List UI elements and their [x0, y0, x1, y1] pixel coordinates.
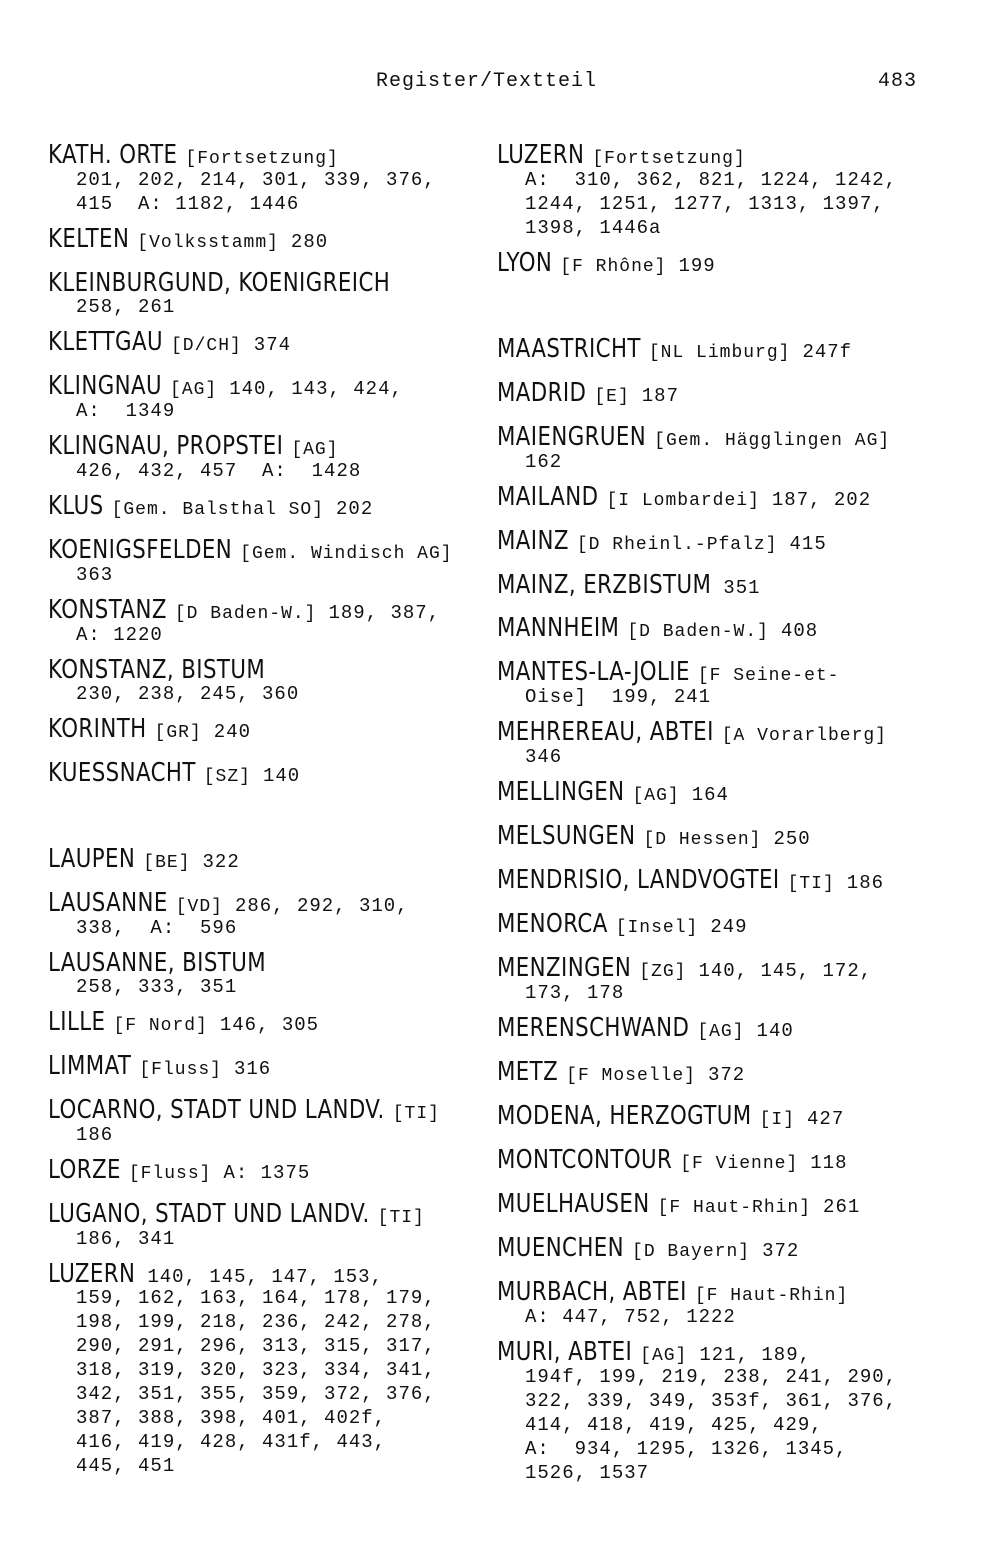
- entry-qualifier: [Gem. Hägglingen AG]: [654, 431, 891, 451]
- entry-continuation: A: 1220: [76, 624, 163, 646]
- index-entry: [48, 593, 488, 647]
- entry-heading: KLEINBURGUND, KOENIGREICH: [48, 268, 391, 298]
- entry-qualifier: [NL Limburg]: [648, 343, 791, 363]
- entry-heading: KLUS: [48, 491, 104, 521]
- entry-references: 280: [290, 231, 329, 253]
- entry-qualifier: [F Nord]: [113, 1016, 208, 1036]
- entry-qualifier: [F Rhône]: [560, 257, 667, 277]
- entry-continuation: 173, 178: [525, 982, 625, 1004]
- entry-qualifier: [TI]: [377, 1208, 425, 1228]
- entry-heading: KELTEN: [48, 224, 130, 254]
- entry-qualifier: [AG]: [640, 1346, 688, 1366]
- entry-heading: LAUPEN: [48, 844, 136, 874]
- index-entry: [497, 332, 957, 370]
- entry-heading: KOENIGSFELDEN: [48, 535, 233, 565]
- index-entry: [497, 1011, 957, 1049]
- running-header: Register/Textteil: [376, 70, 598, 93]
- entry-continuation: 338, A: 596: [76, 917, 238, 939]
- index-entry: [48, 222, 488, 260]
- entry-references: 240: [213, 721, 252, 743]
- entry-qualifier: [TI]: [392, 1104, 440, 1124]
- index-entry: [48, 1049, 488, 1087]
- entry-references: 187: [641, 385, 679, 407]
- entry-heading: MENDRISIO, LANDVOGTEI: [497, 865, 780, 895]
- index-entry: [497, 1187, 957, 1225]
- entry-qualifier: [E]: [594, 387, 630, 407]
- entry-qualifier: [D/CH]: [170, 336, 242, 356]
- entry-heading: KONSTANZ, BISTUM: [48, 655, 266, 685]
- entry-qualifier: [F Moselle]: [566, 1066, 696, 1086]
- index-entry: [48, 712, 488, 750]
- entry-qualifier: [BE]: [143, 853, 191, 873]
- entry-continuation: 363: [76, 564, 114, 586]
- entry-continuation: 186: [76, 1124, 114, 1146]
- entry-heading: MUENCHEN: [497, 1233, 625, 1263]
- entry-heading: MURBACH, ABTEI: [497, 1277, 687, 1307]
- index-entry: [497, 775, 957, 813]
- index-entry: [48, 653, 488, 706]
- entry-references: 140, 145, 172,: [698, 960, 873, 982]
- entry-continuation: 387, 388, 398, 401, 402f,: [76, 1407, 387, 1429]
- entry-continuation: A: 934, 1295, 1326, 1345,: [525, 1438, 848, 1460]
- index-entry: [48, 138, 488, 216]
- entry-qualifier: [Volksstamm]: [137, 233, 279, 253]
- entry-references: 189, 387,: [328, 602, 441, 624]
- entry-references: 121, 189,: [699, 1344, 811, 1366]
- index-entry: [497, 1143, 957, 1181]
- entry-references: 286, 292, 310,: [234, 895, 409, 917]
- entry-heading: METZ: [497, 1057, 559, 1087]
- index-entry: [497, 568, 957, 605]
- entry-heading: LIMMAT: [48, 1051, 132, 1081]
- entry-references: 140: [756, 1020, 794, 1042]
- entry-qualifier: [I Lombardei]: [606, 491, 760, 511]
- entry-qualifier: [ZG]: [639, 962, 687, 982]
- entry-heading: LILLE: [48, 1007, 106, 1037]
- index-entry: [497, 138, 957, 240]
- entry-references: 118: [810, 1152, 848, 1174]
- entry-qualifier: [F Vienne]: [680, 1154, 799, 1174]
- index-entry: [48, 946, 488, 999]
- entry-continuation: 258, 261: [76, 296, 176, 318]
- entry-heading: MONTCONTOUR: [497, 1145, 673, 1175]
- entry-references: 146, 305: [219, 1014, 320, 1036]
- entry-qualifier: [TI]: [787, 874, 835, 894]
- entry-continuation: 159, 162, 163, 164, 178, 179,: [76, 1287, 436, 1309]
- index-entry: [48, 1005, 488, 1043]
- entry-references: 372: [762, 1240, 800, 1262]
- letter-gap: [497, 290, 957, 332]
- entry-continuation: 415 A: 1182, 1446: [76, 193, 300, 215]
- index-entry: [48, 429, 488, 483]
- index-entry: [497, 611, 957, 649]
- entry-heading: LUZERN: [48, 1259, 136, 1289]
- index-entry: [48, 1093, 488, 1147]
- entry-heading: KLINGNAU, PROPSTEI: [48, 431, 284, 461]
- index-entry: [497, 819, 957, 857]
- entry-qualifier: [F Haut-Rhin]: [657, 1198, 812, 1218]
- entry-qualifier: [D Baden-W.]: [174, 604, 317, 624]
- index-entry: [48, 1153, 488, 1191]
- entry-qualifier: [Gem. Windisch AG]: [240, 544, 453, 564]
- index-entry: [497, 480, 957, 518]
- page-number: 483: [878, 70, 918, 93]
- right-column: [497, 138, 957, 1491]
- entry-heading: KATH. ORTE: [48, 140, 178, 170]
- entry-qualifier: [Gem. Balsthal SO]: [111, 500, 325, 520]
- entry-continuation: 1244, 1251, 1277, 1313, 1397,: [525, 193, 885, 215]
- entry-continuation: 1398, 1446a: [525, 217, 662, 239]
- index-entry: [497, 907, 957, 945]
- index-entry: [497, 524, 957, 562]
- entry-references: 374: [253, 334, 292, 356]
- entry-heading: MUELHAUSEN: [497, 1189, 650, 1219]
- entry-continuation: 194f, 199, 219, 238, 241, 290,: [525, 1366, 898, 1388]
- entry-heading: LAUSANNE: [48, 888, 168, 918]
- entry-references: 247f: [802, 341, 853, 363]
- entry-qualifier: [VD]: [175, 897, 223, 917]
- entry-heading: MENZINGEN: [497, 953, 632, 983]
- index-entry: [497, 863, 957, 901]
- index-entry: [48, 1197, 488, 1251]
- entry-heading: MADRID: [497, 378, 587, 408]
- entry-heading: KONSTANZ: [48, 595, 167, 625]
- entry-continuation: A: 310, 362, 821, 1224, 1242,: [525, 169, 898, 191]
- entry-continuation: 201, 202, 214, 301, 339, 376,: [76, 169, 436, 191]
- index-entry: [48, 533, 488, 587]
- entry-heading: LAUSANNE, BISTUM: [48, 948, 267, 978]
- index-entry: [48, 489, 488, 527]
- entry-heading: MAINZ, ERZBISTUM: [497, 570, 712, 600]
- entry-continuation: 230, 238, 245, 360: [76, 683, 300, 705]
- entry-continuation: 414, 418, 419, 425, 429,: [525, 1414, 823, 1436]
- entry-continuation: 258, 333, 351: [76, 976, 238, 998]
- entry-heading: MENORCA: [497, 909, 608, 939]
- entry-references: 187, 202: [771, 489, 872, 511]
- entry-heading: LUGANO, STADT UND LANDV.: [48, 1199, 370, 1229]
- index-entry: [497, 376, 957, 414]
- entry-qualifier: [Fortsetzung]: [185, 149, 339, 169]
- entry-continuation: 162: [525, 451, 563, 473]
- entry-heading: MANTES-LA-JOLIE: [497, 657, 690, 687]
- entry-references: 322: [202, 851, 240, 873]
- entry-qualifier: [Fluss]: [128, 1164, 212, 1184]
- index-entry: [48, 886, 488, 940]
- entry-continuation: 322, 339, 349, 353f, 361, 376,: [525, 1390, 898, 1412]
- index-entry: [48, 266, 488, 319]
- index-entry: [497, 1055, 957, 1093]
- entry-heading: MODENA, HERZOGTUM: [497, 1101, 752, 1131]
- entry-heading: KUESSNACHT: [48, 758, 196, 788]
- entry-qualifier: [A Vorarlberg]: [721, 726, 887, 746]
- entry-references: 250: [773, 828, 811, 850]
- entry-qualifier: [D Bayern]: [632, 1242, 751, 1262]
- entry-continuation: 290, 291, 296, 313, 315, 317,: [76, 1335, 436, 1357]
- entry-references: 408: [780, 620, 819, 642]
- entry-heading: MELSUNGEN: [497, 821, 636, 851]
- index-entry: [48, 756, 488, 794]
- entry-qualifier: [GR]: [154, 723, 202, 743]
- entry-continuation: 1526, 1537: [525, 1462, 650, 1484]
- entry-continuation: Oise] 199, 241: [525, 686, 712, 708]
- entry-continuation: 426, 432, 457 A: 1428: [76, 460, 362, 482]
- entry-qualifier: [Fluss]: [139, 1060, 222, 1080]
- entry-qualifier: [SZ]: [203, 767, 251, 787]
- entry-references: 199: [678, 255, 716, 277]
- entry-qualifier: [Fortsetzung]: [592, 149, 746, 169]
- entry-heading: MEHREREAU, ABTEI: [497, 717, 714, 747]
- entry-heading: KORINTH: [48, 714, 147, 744]
- entry-heading: KLINGNAU: [48, 371, 163, 401]
- entry-continuation: A: 1349: [76, 400, 176, 422]
- entry-continuation: 445, 451: [76, 1455, 176, 1477]
- entry-qualifier: [D Rheinl.-Pfalz]: [576, 535, 778, 555]
- entry-heading: MAINZ: [497, 526, 569, 556]
- entry-continuation: 186, 341: [76, 1228, 176, 1250]
- entry-references: 351: [723, 577, 761, 599]
- index-entry: [497, 246, 957, 284]
- index-entry: [497, 951, 957, 1005]
- entry-heading: LYON: [497, 248, 553, 278]
- entry-references: 140: [262, 765, 301, 787]
- index-entry: [497, 1231, 957, 1269]
- entry-references: 427: [807, 1108, 845, 1130]
- entry-references: 415: [789, 533, 827, 555]
- entry-heading: MANNHEIM: [497, 613, 620, 643]
- index-entry: [497, 1275, 957, 1329]
- entry-qualifier: [AG]: [697, 1022, 745, 1042]
- index-entry: [497, 655, 957, 709]
- entry-qualifier: [F Seine-et-: [697, 666, 840, 686]
- entry-qualifier: [AG]: [170, 380, 218, 400]
- entry-continuation: 416, 419, 428, 431f, 443,: [76, 1431, 387, 1453]
- entry-references: 140, 143, 424,: [229, 378, 403, 400]
- index-entry: [48, 325, 488, 363]
- index-entry: [48, 369, 488, 423]
- entry-qualifier: [Insel]: [615, 918, 699, 938]
- entry-references: 186: [846, 872, 885, 894]
- entry-heading: MURI, ABTEI: [497, 1337, 633, 1367]
- entry-references: 202: [336, 498, 374, 520]
- entry-references: 249: [710, 916, 748, 938]
- entry-continuation: 318, 319, 320, 323, 334, 341,: [76, 1359, 436, 1381]
- entry-heading: LORZE: [48, 1155, 121, 1185]
- entry-continuation: A: 447, 752, 1222: [525, 1306, 736, 1328]
- entry-references: 140, 145, 147, 153,: [147, 1266, 383, 1288]
- entry-heading: MAILAND: [497, 482, 599, 512]
- entry-qualifier: [F Haut-Rhin]: [694, 1286, 849, 1306]
- index-entry: [48, 1257, 488, 1478]
- entry-references: A: 1375: [223, 1162, 311, 1184]
- entry-qualifier: [AG]: [291, 440, 339, 460]
- entry-continuation: 198, 199, 218, 236, 242, 278,: [76, 1311, 436, 1333]
- left-column: [48, 138, 488, 1484]
- index-entry: [497, 420, 957, 474]
- entry-qualifier: [D Hessen]: [643, 830, 762, 850]
- entry-heading: MERENSCHWAND: [497, 1013, 690, 1043]
- entry-heading: LUZERN: [497, 140, 585, 170]
- entry-heading: MELLINGEN: [497, 777, 625, 807]
- entry-references: 372: [707, 1064, 746, 1086]
- entry-references: 164: [691, 784, 729, 806]
- index-entry: [48, 842, 488, 880]
- entry-qualifier: [D Baden-W.]: [627, 622, 769, 642]
- entry-continuation: 342, 351, 355, 359, 372, 376,: [76, 1383, 436, 1405]
- entry-heading: KLETTGAU: [48, 327, 163, 357]
- entry-heading: MAIENGRUEN: [497, 422, 647, 452]
- entry-references: 316: [233, 1058, 272, 1080]
- index-entry: [497, 715, 957, 769]
- entry-qualifier: [I]: [759, 1110, 796, 1130]
- entry-references: 261: [823, 1196, 861, 1218]
- letter-gap: [48, 800, 488, 842]
- entry-heading: MAASTRICHT: [497, 334, 641, 364]
- index-entry: [497, 1099, 957, 1137]
- entry-qualifier: [AG]: [632, 786, 680, 806]
- entry-continuation: 346: [525, 746, 563, 768]
- index-entry: [497, 1335, 957, 1485]
- entry-heading: LOCARNO, STADT UND LANDV.: [48, 1095, 385, 1125]
